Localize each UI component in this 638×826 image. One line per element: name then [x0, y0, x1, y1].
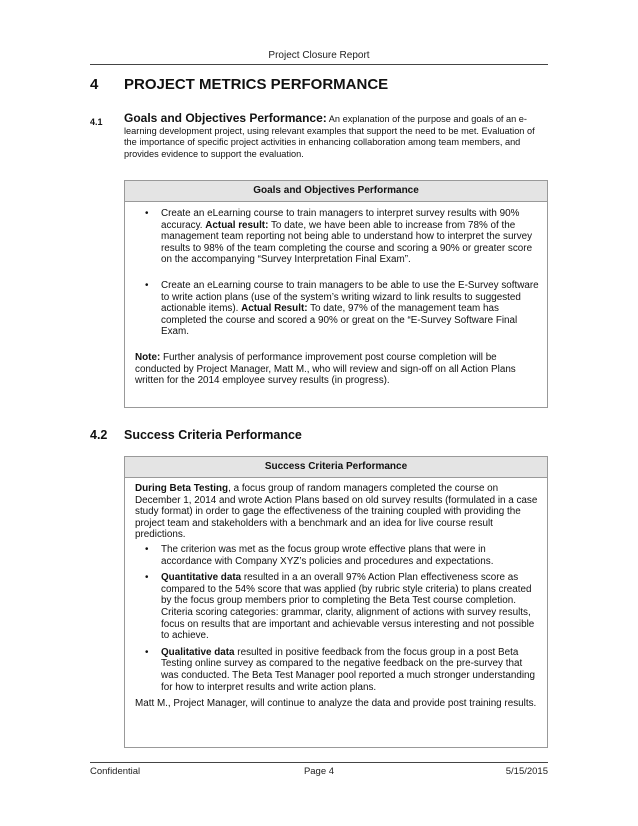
success-table	[124, 456, 548, 748]
section-4-1-title: Goals and Objectives Performance:	[124, 111, 327, 125]
success-bullet-2	[135, 572, 539, 642]
section-4-title: PROJECT METRICS PERFORMANCE	[124, 76, 389, 93]
bullet-icon: •	[145, 572, 149, 584]
goals-bullet-1	[135, 208, 539, 266]
goals-bullet-2	[135, 280, 539, 338]
success-bullet-2-text: resulted in a an overall 97% Action Plan effectiveness score as compared to the 54% score that was applied (by rubric style criteria) to plans created by the focus group members prior to completing the Beta Test course completion. Criteria scoring categories: grammar, clarity, alignment of actions with survey results, focus on results that are important and achievable versus interesting and not possible to achieve.	[161, 572, 535, 642]
section-4-number: 4	[90, 76, 99, 93]
section-4-2-number: 4.2	[90, 428, 108, 442]
section-4-2-title: Success Criteria Performance	[124, 428, 302, 442]
goals-bullet-2-text: Create an eLearning course to train managers to be able to use the E-Survey software to write action plans (use of the system’s writing wizard to link results to suggested actionable items).	[161, 279, 539, 315]
success-closing: Matt M., Project Manager, will continue to analyze the data and provide post training results.	[135, 698, 537, 710]
goals-bullet-1-result: To date, we have been able to increase from 78% of the management team reporting not being able to understand how to interpret the survey results to 98% of the team completing the course and scoring a 90% or greater score on the accompanying “Survey Interpretation Final Exam”.	[161, 219, 533, 266]
section-4-2-heading	[90, 428, 302, 442]
bullet-icon: •	[145, 646, 149, 658]
goals-table-body	[125, 202, 547, 387]
footer-page-number: Page 4	[303, 766, 335, 777]
footer-rule	[90, 762, 548, 763]
goals-note-label: Note:	[135, 351, 161, 363]
bullet-icon: •	[145, 543, 149, 555]
section-4-1-paragraph	[124, 113, 548, 160]
goals-bullet-2-label: Actual Result:	[241, 303, 308, 315]
section-4-1-text: An explanation of the purpose and goals of an e-learning development project, using relevant examples that support the need to be met. Evaluation of the importance of specific project activities in enhancing collaboration among team members, and provides evidence to support the evaluation.	[124, 114, 535, 159]
success-bullet-1-text: The criterion was met as the focus group wrote effective plans that were in accordance with Company XYZ’s policies and procedures and expectations.	[161, 543, 494, 567]
footer-confidential: Confidential	[90, 766, 141, 777]
goals-bullet-2-result: To date, 97% of the management team has completed the course and scored a 90% or great on the “E-Survey Software Final Exam.	[161, 303, 518, 338]
success-intro	[135, 483, 539, 541]
success-bullet-1	[135, 544, 539, 567]
goals-note	[135, 352, 539, 387]
success-table-header: Success Criteria Performance	[125, 456, 547, 478]
section-4-heading	[90, 76, 388, 93]
success-bullet-3-label: Qualitative data	[161, 646, 235, 658]
bullet-icon: •	[145, 279, 149, 291]
goals-table	[124, 180, 548, 408]
goals-note-text: Further analysis of performance improvement post course completion will be conducted by Project Manager, Matt M., who will review and sign-off on all Action Plans written for the 2014 employee survey results (in progress).	[135, 351, 516, 387]
success-intro-label: During Beta Testing	[135, 483, 229, 494]
goals-bullet-1-label: Actual result:	[205, 219, 269, 231]
section-4-1-number: 4.1	[90, 117, 103, 127]
success-bullet-3	[135, 647, 539, 693]
goals-table-header: Goals and Objectives Performance	[125, 180, 547, 202]
success-bullet-2-label: Quantitative data	[161, 572, 242, 584]
header-rule	[90, 64, 548, 65]
footer-date: 5/15/2015	[505, 766, 548, 777]
success-bullet-3-text: resulted in positive feedback from the focus group in a post Beta Testing online survey as compared to the negative feedback on the pre-survey that was conducted. The Beta Test Manager pool reported a much stronger understanding for how to interpret results and write action plans.	[161, 646, 536, 693]
success-table-body	[125, 478, 547, 710]
success-intro-text: , a focus group of random managers completed the course on December 1, 2014 and wrote Action Plans based on old survey results (formulated in a case study format) in order to gage the effectiveness of the training coupled with providing the project team and stakeholders with a benchmark and an idea for live course result predictions.	[135, 483, 538, 541]
goals-bullet-1-text: Create an eLearning course to train managers to interpret survey results with 90% accuracy.	[161, 208, 520, 231]
bullet-icon: •	[145, 208, 149, 219]
page-header: Project Closure Report	[268, 50, 370, 61]
